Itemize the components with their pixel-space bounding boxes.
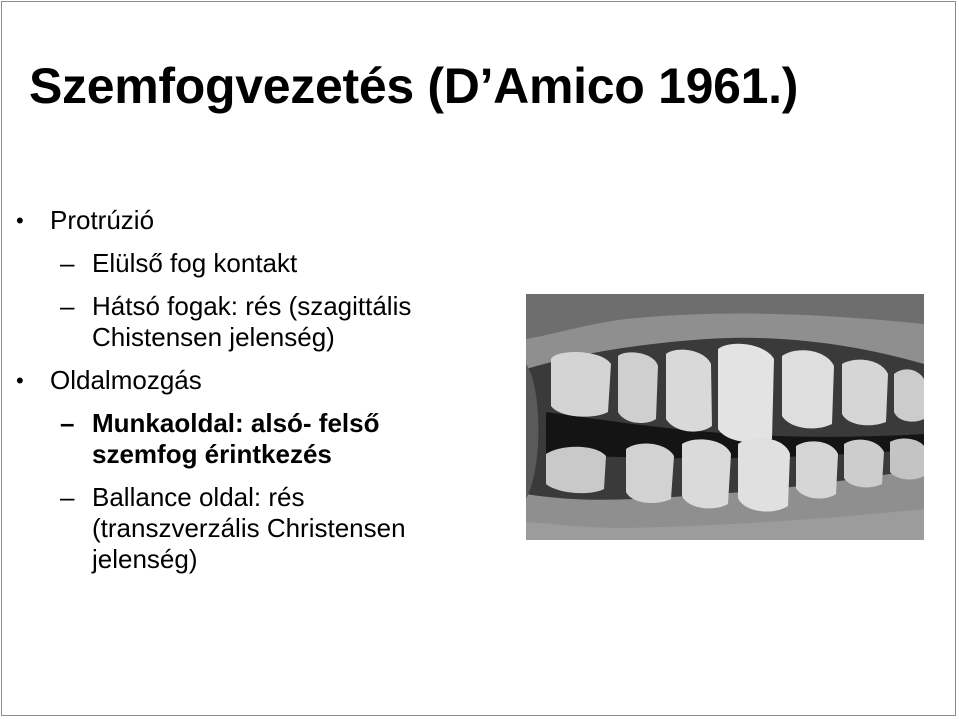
bullet-item-protrusion [16, 205, 516, 236]
slide [1, 1, 956, 716]
subitem-line: Munkaoldal: alsó- felső [92, 408, 380, 438]
subitem-line: Hátsó fogak: rés (szagittális [92, 291, 412, 321]
subitem-working-side [16, 408, 516, 470]
bullet-item-lateral [16, 365, 516, 396]
subitem-rear-gap [16, 291, 516, 353]
bullet-icon: • [16, 208, 24, 233]
subitem-line: Elülső fog kontakt [92, 248, 298, 278]
bullet-text: Protrúzió [50, 205, 155, 235]
dash-icon: – [60, 482, 75, 512]
dash-icon: – [60, 408, 75, 438]
dash-icon: – [60, 291, 75, 321]
subitem-balance-side [16, 482, 516, 575]
subitem-line: (transzverzális Christensen [92, 513, 406, 543]
dental-occlusion-photo [526, 294, 924, 540]
slide-content [16, 205, 516, 575]
bullet-icon: • [16, 368, 24, 393]
dash-icon: – [60, 248, 75, 278]
slide-title: Szemfogvezetés (D’Amico 1961.) [29, 58, 799, 114]
subitem-line: Ballance oldal: rés [92, 482, 305, 512]
subitem-line: jelenség) [92, 544, 198, 574]
subitem-line: szemfog érintkezés [92, 439, 332, 469]
subitem-line: Chistensen jelenség) [92, 322, 335, 352]
subitem-front-contact [16, 248, 516, 279]
bullet-text: Oldalmozgás [50, 365, 202, 395]
